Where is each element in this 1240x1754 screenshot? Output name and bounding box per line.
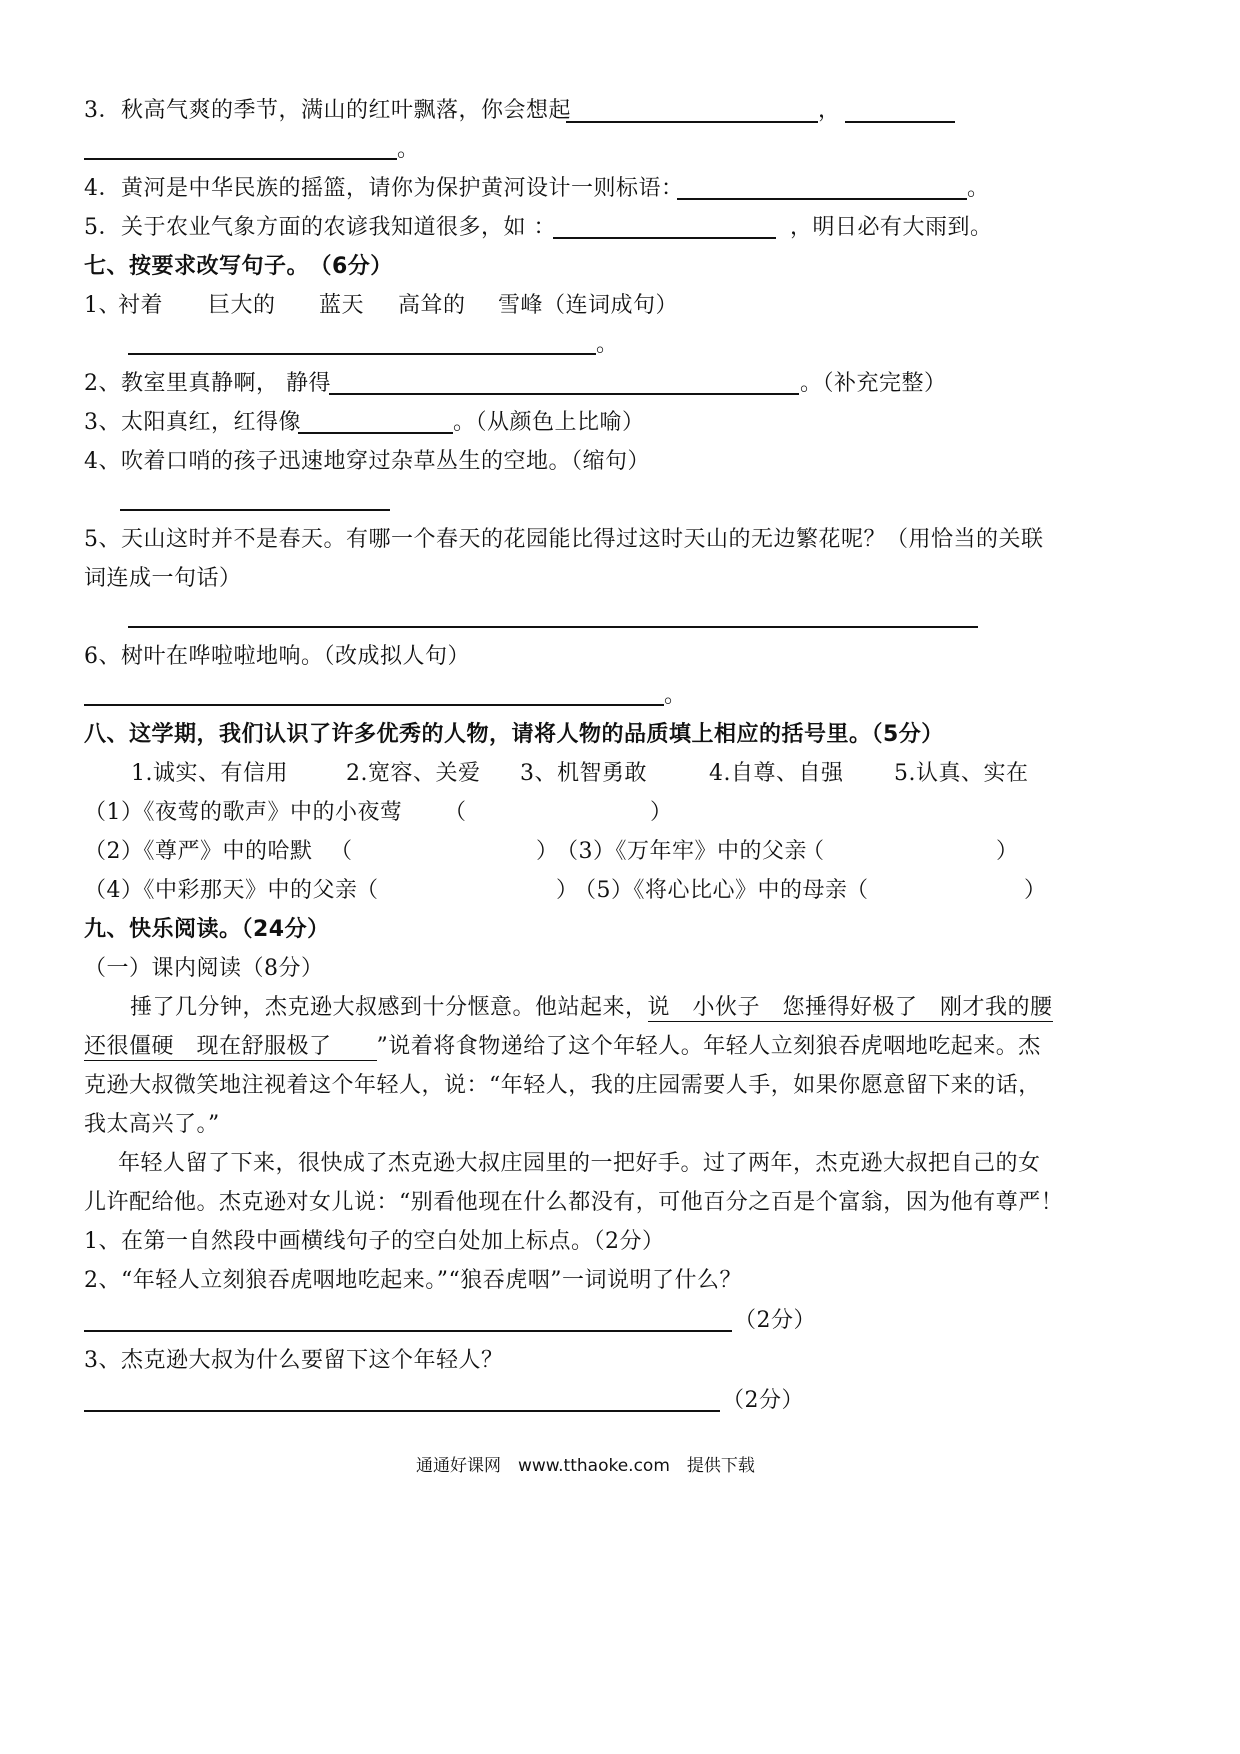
section9-title: 九、快乐阅读。（24分） <box>84 917 330 942</box>
underlined-sentence: 还很僵硬 现在舒服极了 <box>84 1034 377 1059</box>
q6-3-blank-3[interactable] <box>84 158 397 160</box>
q8-option: 2.宽容、关爱 <box>346 761 481 786</box>
q8-item-close: ） <box>536 839 559 864</box>
q7-1-word: 衬着 <box>118 293 164 318</box>
q7-1-end: 。 <box>596 332 619 357</box>
q8-option: 1.诚实、有信用 <box>131 761 288 786</box>
q8-option: 4.自尊、自强 <box>709 761 844 786</box>
q8-option: 3、机智勇敢 <box>520 761 647 786</box>
q8-item-label: （5）《将心比心》中的母亲 <box>574 878 848 903</box>
passage-line <box>130 994 1053 1022</box>
q7-1-blank[interactable] <box>128 353 596 355</box>
footer: 通通好课网 www.tthaoke.com 提供下载 <box>416 1456 755 1476</box>
q7-1-word: 蓝天 <box>319 293 365 318</box>
q8-item-close: ） <box>556 878 579 903</box>
q7-3-text: 3、太阳真红，红得像 <box>84 410 301 435</box>
q6-4-end: 。 <box>967 176 990 201</box>
q7-6-text: 6、树叶在哗啦啦地响。（改成拟人句） <box>84 644 470 669</box>
q8-item-open: （ <box>802 839 825 864</box>
q7-1-word: 雪峰（连词成句） <box>498 293 679 318</box>
q6-4-text: 4．黄河是中华民族的摇篮，请你为保护黄河设计一则标语： <box>84 176 684 201</box>
q6-3-end: 。 <box>397 137 420 162</box>
q7-1-word: 高耸的 <box>398 293 466 318</box>
passage-text: ”说着将食物递给了这个年轻人。年轻人立刻狼吞虎咽地吃起来。杰 <box>376 1034 1041 1059</box>
q9-2-text: 2、“年轻人立刻狼吞虎咽地吃起来。”“狼吞虎咽”一词说明了什么？ <box>84 1268 742 1293</box>
q7-2-end: 。（补充完整） <box>800 371 947 396</box>
passage-line: 年轻人留了下来，很快成了杰克逊大叔庄园里的一把好手。过了两年，杰克逊大叔把自己的女 <box>118 1151 1041 1176</box>
q7-5-blank[interactable] <box>128 626 978 628</box>
q6-3-blank-1[interactable] <box>566 121 818 123</box>
q9-3-score: （2分） <box>722 1388 804 1413</box>
q7-6-end: 。 <box>664 683 687 708</box>
q8-item-close: ） <box>650 800 673 825</box>
q7-3-blank[interactable] <box>298 432 453 434</box>
q6-4-blank[interactable] <box>677 198 967 200</box>
q8-item-open: （ <box>330 839 353 864</box>
q7-2-text: 2、教室里真静啊， 静得 <box>84 371 331 396</box>
q7-1-label: 1、 <box>84 293 121 318</box>
q9-2-blank[interactable] <box>84 1330 732 1332</box>
underlined-sentence: 说 小伙子 您捶得好极了 刚才我的腰 <box>647 995 1053 1020</box>
passage-text: 捶了几分钟，杰克逊大叔感到十分惬意。他站起来， <box>130 995 648 1020</box>
q9-2-score: （2分） <box>734 1308 816 1333</box>
q7-1-word: 巨大的 <box>208 293 276 318</box>
q8-option: 5.认真、实在 <box>894 761 1029 786</box>
q6-5-text: 5．关于农业气象方面的农谚我知道很多，如 ： <box>84 215 556 240</box>
q7-6-blank[interactable] <box>84 704 664 706</box>
q8-item-close: ） <box>996 839 1019 864</box>
passage-line: 克逊大叔微笑地注视着这个年轻人，说：“年轻人，我的庄园需要人手，如果你愿意留下来的话， <box>84 1073 1041 1098</box>
q8-item-label: （4）《中彩那天》中的父亲 <box>84 878 358 903</box>
q6-5-blank[interactable] <box>553 237 776 239</box>
q7-4-text: 4、吹着口哨的孩子迅速地穿过杂草丛生的空地。（缩句） <box>84 449 650 474</box>
q8-item-label: （3）《万年牢》中的父亲 <box>556 839 807 864</box>
q6-3-blank-2[interactable] <box>845 121 955 123</box>
q8-item-open: （ <box>356 878 379 903</box>
q9-3-blank[interactable] <box>84 1410 720 1412</box>
section7-title: 七、按要求改写句子。 （6分） <box>84 254 393 279</box>
passage-line: 儿许配给他。杰克逊对女儿说：“别看他现在什么都没有，可他百分之百是个富翁，因为他有尊严！ <box>84 1190 1064 1215</box>
q7-3-end: 。（从颜色上比喻） <box>453 410 645 435</box>
q8-item-close: ） <box>1024 878 1047 903</box>
q6-5-end: ，明日必有大雨到。 <box>790 215 993 240</box>
passage-line: 我太高兴了。” <box>84 1112 220 1137</box>
q8-item-open: （ <box>846 878 869 903</box>
section9-sub1: （一）课内阅读（8分） <box>84 956 324 981</box>
q7-5-text-line1: 5、天山这时并不是春天。有哪一个春天的花园能比得过这时天山的无边繁花呢？（用恰当的关联 <box>84 527 1044 552</box>
q8-item-label: （1）《夜莺的歌声》中的小夜莺 <box>84 800 403 825</box>
q7-4-blank[interactable] <box>120 509 390 511</box>
q9-3-text: 3、杰克逊大叔为什么要留下这个年轻人？ <box>84 1348 504 1373</box>
q8-item-open: （ <box>444 800 467 825</box>
q6-3-comma: ， <box>818 98 841 123</box>
q6-3-text: 3．秋高气爽的季节，满山的红叶飘落，你会想起 <box>84 98 571 123</box>
q8-item-label: （2）《尊严》中的哈默 <box>84 839 313 864</box>
section8-title: 八、这学期，我们认识了许多优秀的人物，请将人物的品质填上相应的括号里。（5分） <box>84 722 944 747</box>
q7-5-text-line2: 词连成一句话） <box>84 566 242 591</box>
q7-2-blank[interactable] <box>329 393 799 395</box>
passage-line <box>84 1033 1041 1061</box>
q9-1-text: 1、在第一自然段中画横线句子的空白处加上标点。（2分） <box>84 1229 665 1254</box>
